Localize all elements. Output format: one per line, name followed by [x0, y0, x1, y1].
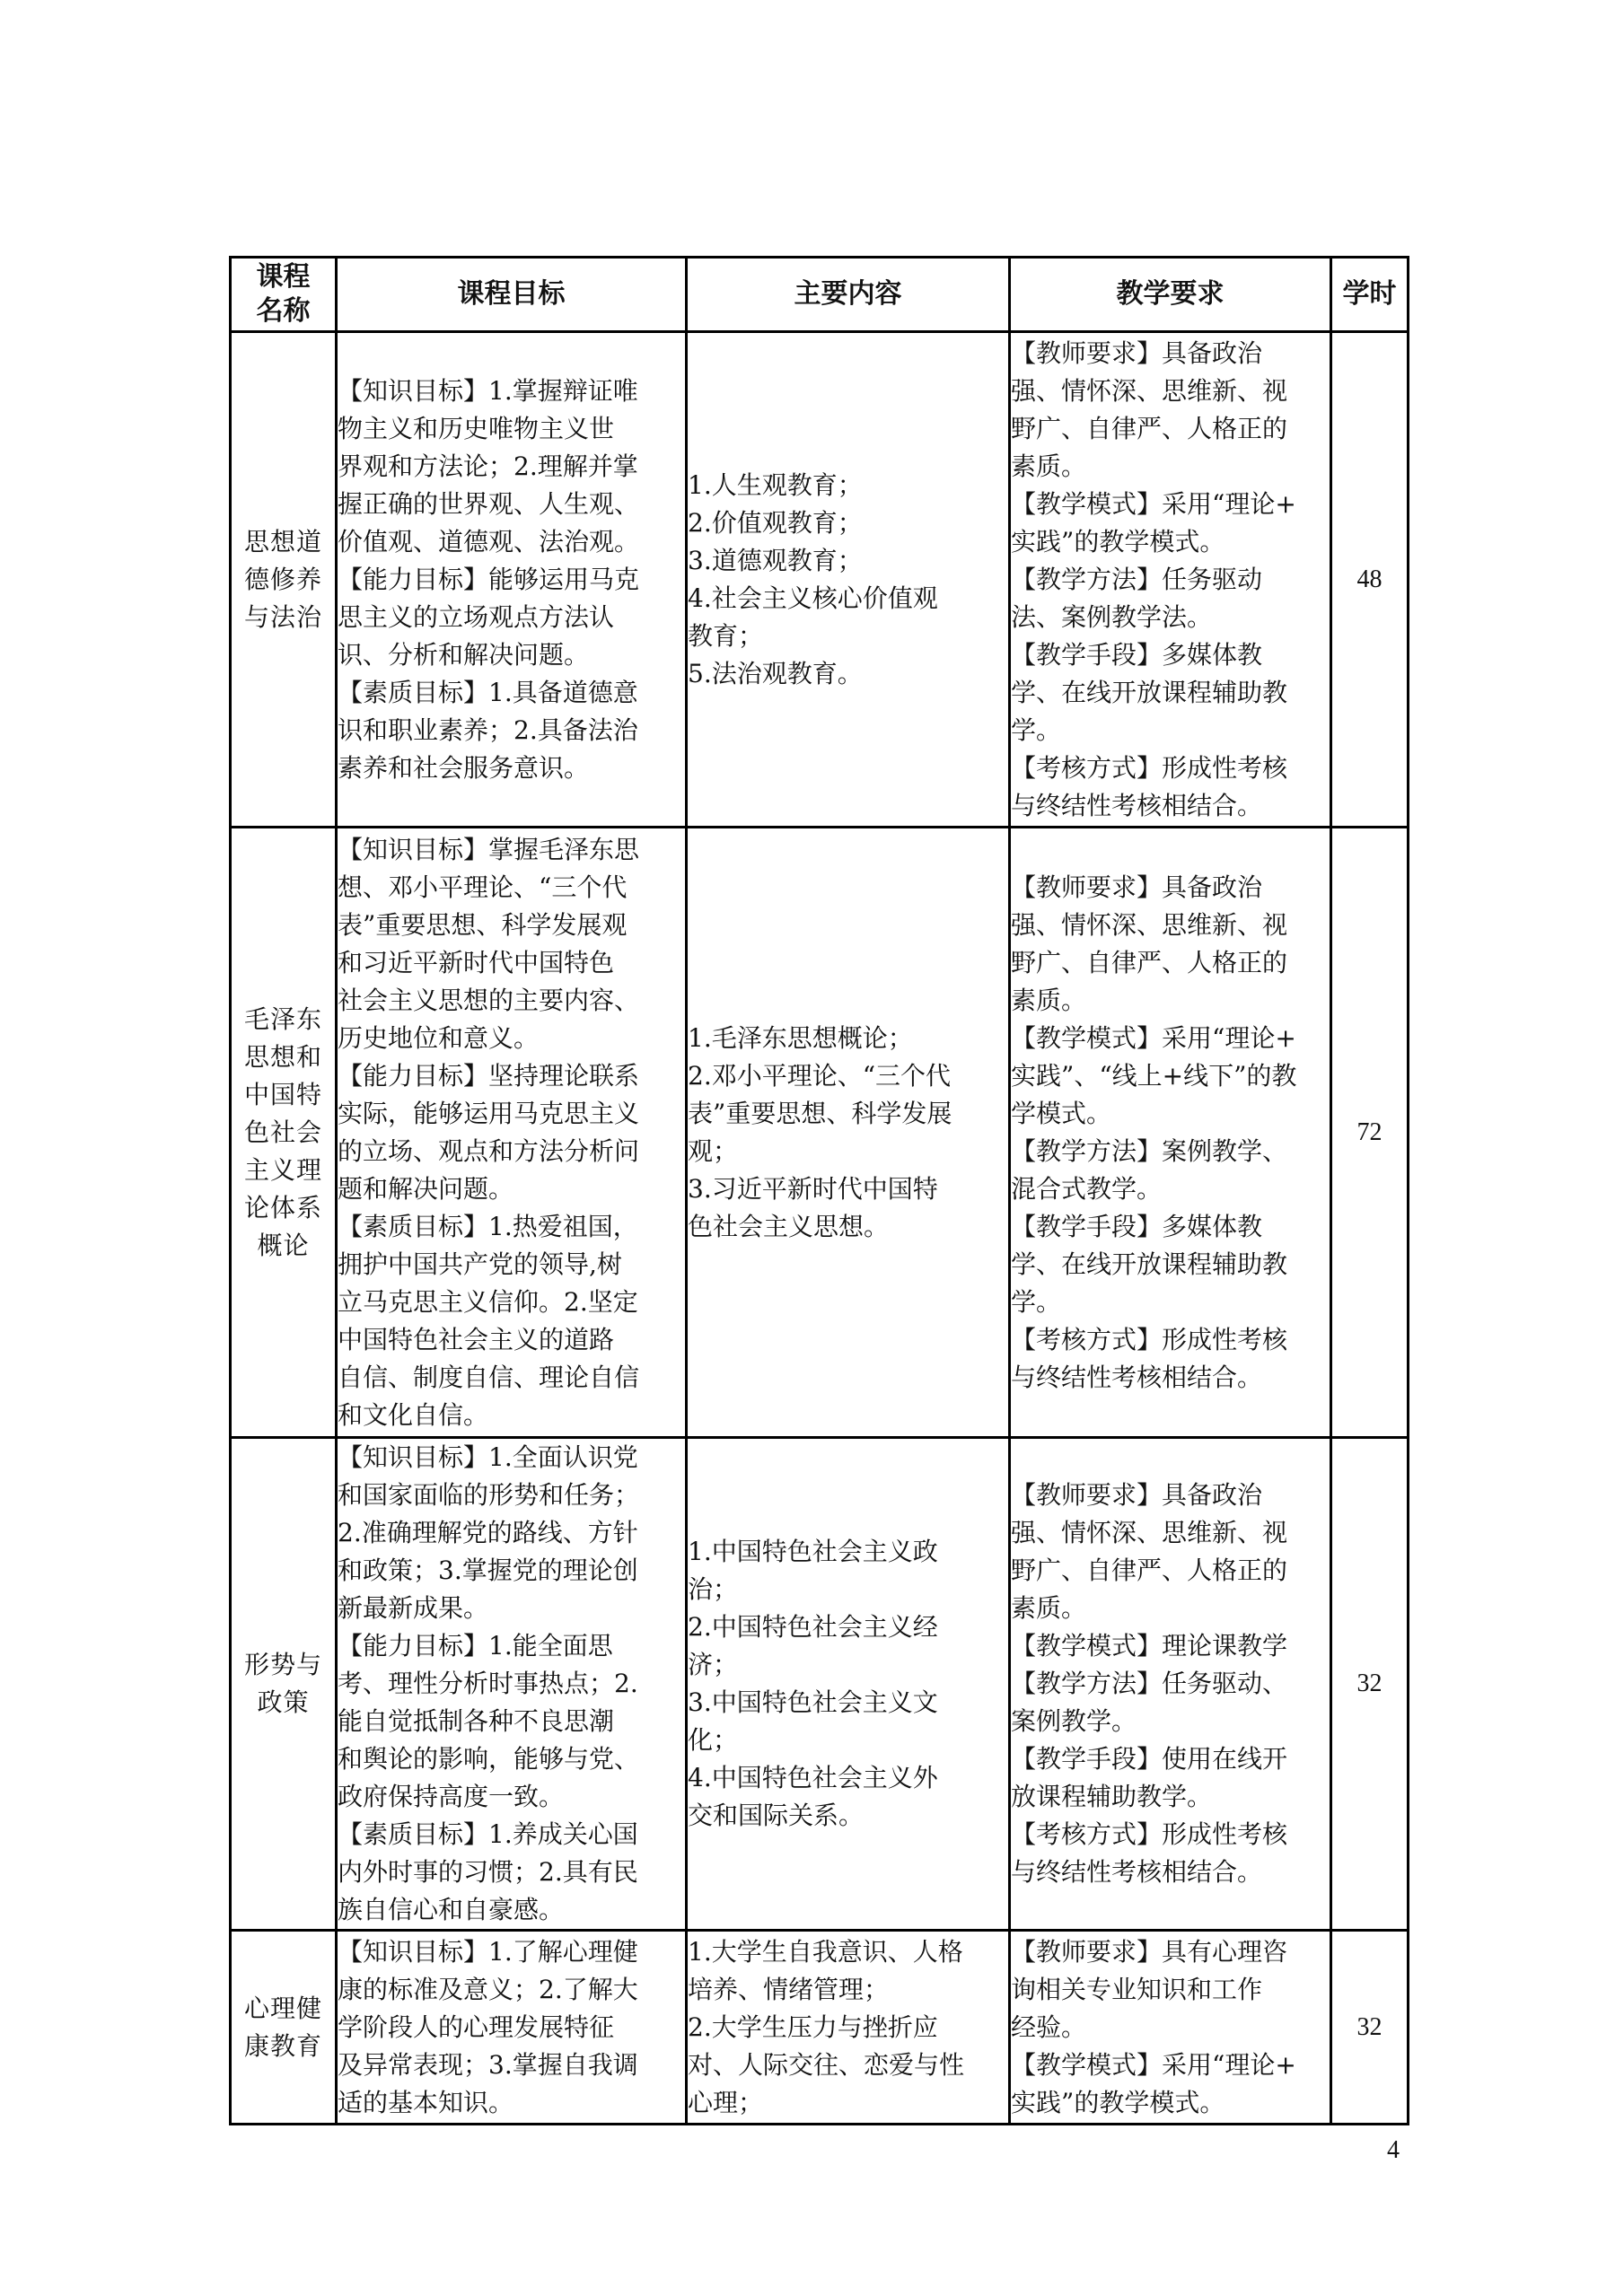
hours-cell: 32	[1331, 1931, 1409, 2125]
main-content-line: 化；	[688, 1725, 739, 1755]
course-goal-line: 【知识目标】1.掌握辩证唯	[338, 375, 638, 406]
teaching-requirement-line: 【考核方式】形成性考核	[1011, 1819, 1288, 1849]
course-goal-line: 识、分析和解决问题。	[338, 639, 590, 670]
course-goal-line: 及异常表现；3.掌握自我调	[338, 2049, 638, 2080]
course-goal-line: 物主义和历史唯物主义世	[338, 413, 615, 443]
teaching-requirement-line: 【教学模式】采用“理论+	[1011, 1022, 1296, 1053]
teaching-requirement-line: 素质。	[1011, 451, 1087, 481]
course-goal-line: 想、邓小平理论、“三个代	[338, 872, 628, 902]
main-content-line: 4.中国特色社会主义外	[688, 1763, 938, 1792]
table-header-row	[231, 258, 1409, 332]
main-content-line: 教育；	[688, 620, 764, 651]
teaching-requirement-line: 混合式教学。	[1011, 1173, 1163, 1204]
course-goal-line: 内外时事的习惯；2.具有民	[338, 1857, 638, 1887]
teaching-requirement-line: 法、案例教学法。	[1011, 601, 1213, 632]
course-goal-line: 价值观、道德观、法治观。	[338, 526, 640, 556]
teaching-requirement-line: 野广、自律严、人格正的	[1011, 947, 1288, 977]
course-goal-line: 【素质目标】1.热爱祖国，	[338, 1211, 638, 1241]
teaching-requirement-line: 案例教学。	[1011, 1706, 1137, 1736]
teaching-requirement-line: 实践”、“线上+线下”的教	[1011, 1060, 1297, 1091]
course-name-line: 形势与	[243, 1650, 322, 1679]
course-goal-cell	[337, 1438, 687, 1931]
course-goal-line: 识和职业素养；2.具备法治	[338, 714, 638, 745]
course-goal-line: 【素质目标】1.具备道德意	[338, 677, 638, 707]
course-goal-line: 【素质目标】1.养成关心国	[338, 1819, 638, 1849]
main-content-line: 2.邓小平理论、“三个代	[688, 1060, 952, 1091]
teaching-requirement-line: 强、情怀深、思维新、视	[1011, 375, 1288, 406]
hours-cell: 72	[1331, 828, 1409, 1438]
main-content-cell	[687, 828, 1010, 1438]
course-goal-line: 【能力目标】坚持理论联系	[338, 1060, 640, 1091]
teaching-requirement-line: 【教学手段】多媒体教	[1011, 639, 1263, 670]
header-teaching-requirement: 教学要求	[1010, 258, 1331, 332]
teaching-requirement-line: 【教学方法】案例教学、	[1011, 1135, 1288, 1166]
main-content-line: 5.法治观教育。	[688, 658, 863, 688]
main-content-cell	[687, 1931, 1010, 2125]
table-row	[231, 332, 1409, 828]
main-content-line: 表”重要思想、科学发展	[688, 1098, 952, 1128]
course-goal-line: 和政策；3.掌握党的理论创	[338, 1555, 638, 1585]
teaching-requirement-line: 强、情怀深、思维新、视	[1011, 1518, 1288, 1547]
course-goal-line: 历史地位和意义。	[338, 1022, 540, 1053]
teaching-requirement-line: 与终结性考核相结合。	[1011, 1362, 1263, 1392]
course-goal-line: 【能力目标】能够运用马克	[338, 564, 640, 594]
course-name-line: 思想道	[243, 526, 322, 556]
course-name-line: 毛泽东	[243, 1003, 322, 1034]
main-content-line: 培养、情绪管理；	[688, 1974, 890, 2004]
course-goal-line: 握正确的世界观、人生观、	[338, 488, 640, 519]
course-goal-line: 和文化自信。	[338, 1399, 489, 1430]
teaching-requirement-line: 【教学模式】采用“理论+	[1011, 2049, 1296, 2080]
header-course-name-line: 课程	[256, 261, 311, 293]
teaching-requirement-line: 与终结性考核相结合。	[1011, 1857, 1263, 1887]
teaching-requirement-line: 野广、自律严、人格正的	[1011, 413, 1288, 443]
main-content-line: 3.中国特色社会主义文	[688, 1687, 938, 1717]
course-name-line: 与法治	[243, 601, 322, 632]
main-content-line: 1.毛泽东思想概论；	[688, 1022, 913, 1053]
table-body	[231, 332, 1409, 2125]
header-hours: 学时	[1331, 258, 1409, 332]
course-goal-line: 康的标准及意义；2.了解大	[338, 1974, 638, 2004]
course-name-line: 思想和	[243, 1041, 322, 1072]
course-goal-line: 学阶段人的心理发展特征	[338, 2011, 615, 2042]
course-goal-line: 【知识目标】1.全面认识党	[338, 1442, 638, 1472]
course-goal-line: 实际，能够运用马克思主义	[338, 1098, 640, 1128]
hours-cell: 32	[1331, 1438, 1409, 1931]
main-content-line: 1.大学生自我意识、人格	[688, 1936, 963, 1967]
teaching-requirement-line: 【教学模式】理论课教学	[1011, 1631, 1288, 1661]
teaching-requirement-line: 【教学方法】任务驱动	[1011, 564, 1263, 594]
course-goal-line: 适的基本知识。	[338, 2087, 514, 2117]
main-content-line: 4.社会主义核心价值观	[688, 583, 938, 613]
table-row	[231, 1438, 1409, 1931]
main-content-line: 1.人生观教育；	[688, 469, 863, 500]
course-goal-line: 社会主义思想的主要内容、	[338, 985, 640, 1015]
teaching-requirement-line: 素质。	[1011, 985, 1087, 1015]
course-goal-line: 的立场、观点和方法分析问	[338, 1135, 640, 1166]
main-content-cell	[687, 1438, 1010, 1931]
main-content-line: 对、人际交往、恋爱与性	[688, 2049, 965, 2080]
course-name-line: 康教育	[243, 2030, 322, 2061]
course-goal-cell	[337, 828, 687, 1438]
teaching-requirement-cell	[1010, 828, 1331, 1438]
teaching-requirement-line: 学。	[1011, 1286, 1062, 1317]
teaching-requirement-line: 实践”的教学模式。	[1011, 526, 1225, 556]
course-goal-line: 能自觉抵制各种不良思潮	[338, 1706, 615, 1736]
teaching-requirement-line: 学、在线开放课程辅助教	[1011, 677, 1288, 707]
hours-cell: 48	[1331, 332, 1409, 828]
course-name-line: 政策	[257, 1687, 310, 1717]
header-course-name-line: 名称	[256, 295, 311, 327]
teaching-requirement-line: 【教学模式】采用“理论+	[1011, 488, 1296, 519]
teaching-requirement-line: 【教师要求】具备政治	[1011, 872, 1263, 902]
course-name-cell	[231, 332, 337, 828]
course-goal-line: 素养和社会服务意识。	[338, 752, 590, 783]
course-name-line: 主义理	[243, 1154, 322, 1185]
teaching-requirement-line: 学。	[1011, 714, 1062, 745]
teaching-requirement-line: 野广、自律严、人格正的	[1011, 1555, 1288, 1585]
main-content-line: 2.中国特色社会主义经	[688, 1612, 938, 1642]
teaching-requirement-line: 经验。	[1011, 2011, 1087, 2042]
main-content-line: 2.大学生压力与挫折应	[688, 2011, 938, 2042]
course-name-cell	[231, 1438, 337, 1931]
main-content-line: 3.道德观教育；	[688, 545, 863, 575]
teaching-requirement-line: 【教师要求】具备政治	[1011, 337, 1263, 368]
teaching-requirement-line: 【教学手段】多媒体教	[1011, 1211, 1263, 1241]
course-goal-line: 题和解决问题。	[338, 1173, 514, 1204]
course-goal-line: 表”重要思想、科学发展观	[338, 909, 628, 940]
teaching-requirement-line: 【考核方式】形成性考核	[1011, 1324, 1288, 1354]
course-name-line: 德修养	[243, 564, 322, 594]
course-goal-line: 思主义的立场观点方法认	[338, 601, 615, 632]
main-content-line: 3.习近平新时代中国特	[688, 1173, 938, 1204]
course-name-cell	[231, 1931, 337, 2125]
teaching-requirement-cell	[1010, 332, 1331, 828]
course-goal-line: 政府保持高度一致。	[338, 1782, 565, 1811]
course-goal-line: 拥护中国共产党的领导,树	[338, 1249, 622, 1279]
course-goal-line: 【知识目标】1.了解心理健	[338, 1936, 638, 1967]
course-name-line: 论体系	[243, 1192, 322, 1222]
header-course-goal: 课程目标	[337, 258, 687, 332]
teaching-requirement-line: 与终结性考核相结合。	[1011, 790, 1263, 820]
teaching-requirement-line: 实践”的教学模式。	[1011, 2087, 1225, 2117]
main-content-line: 济；	[688, 1650, 739, 1679]
course-goal-line: 中国特色社会主义的道路	[338, 1324, 615, 1354]
teaching-requirement-line: 询相关专业知识和工作	[1011, 1974, 1263, 2004]
main-content-line: 观；	[688, 1135, 739, 1166]
course-goal-cell	[337, 1931, 687, 2125]
course-goal-line: 族自信心和自豪感。	[338, 1895, 565, 1924]
course-name-line: 概论	[257, 1230, 310, 1260]
course-goal-line: 考、理性分析时事热点；2.	[338, 1669, 638, 1698]
main-content-line: 心理；	[688, 2087, 764, 2117]
curriculum-table	[229, 256, 1409, 2125]
main-content-line: 1.中国特色社会主义政	[688, 1537, 938, 1566]
course-goal-line: 和习近平新时代中国特色	[338, 947, 615, 977]
course-goal-line: 2.准确理解党的路线、方针	[338, 1518, 638, 1547]
course-goal-line: 自信、制度自信、理论自信	[338, 1362, 640, 1392]
main-content-line: 色社会主义思想。	[688, 1211, 890, 1241]
header-course-name	[231, 258, 337, 332]
page-number: 4	[1387, 2136, 1400, 2164]
table-row	[231, 1931, 1409, 2125]
main-content-line: 交和国际关系。	[688, 1801, 865, 1830]
teaching-requirement-line: 放课程辅助教学。	[1011, 1782, 1213, 1811]
course-goal-line: 和国家面临的形势和任务；	[338, 1480, 640, 1510]
course-name-cell	[231, 828, 337, 1438]
course-goal-line: 【知识目标】掌握毛泽东思	[338, 834, 640, 864]
course-goal-line: 立马克思主义信仰。2.坚定	[338, 1286, 638, 1317]
teaching-requirement-line: 强、情怀深、思维新、视	[1011, 909, 1288, 940]
header-main-content: 主要内容	[687, 258, 1010, 332]
teaching-requirement-line: 学、在线开放课程辅助教	[1011, 1249, 1288, 1279]
teaching-requirement-line: 素质。	[1011, 1593, 1087, 1623]
teaching-requirement-line: 【教学方法】任务驱动、	[1011, 1669, 1288, 1698]
table-row	[231, 828, 1409, 1438]
course-goal-line: 【能力目标】1.能全面思	[338, 1631, 613, 1661]
course-name-line: 心理健	[243, 1993, 322, 2023]
teaching-requirement-line: 学模式。	[1011, 1098, 1112, 1128]
course-goal-cell	[337, 332, 687, 828]
teaching-requirement-line: 【考核方式】形成性考核	[1011, 752, 1288, 783]
teaching-requirement-cell	[1010, 1438, 1331, 1931]
course-goal-line: 界观和方法论；2.理解并掌	[338, 451, 638, 481]
main-content-line: 治；	[688, 1574, 739, 1604]
teaching-requirement-line: 【教师要求】具备政治	[1011, 1480, 1263, 1510]
course-name-line: 中国特	[243, 1079, 322, 1109]
course-goal-line: 和舆论的影响，能够与党、	[338, 1744, 640, 1774]
teaching-requirement-line: 【教学手段】使用在线开	[1011, 1744, 1288, 1774]
course-name-line: 色社会	[243, 1117, 322, 1147]
main-content-cell	[687, 332, 1010, 828]
teaching-requirement-line: 【教师要求】具有心理咨	[1011, 1936, 1288, 1967]
teaching-requirement-cell	[1010, 1931, 1331, 2125]
main-content-line: 2.价值观教育；	[688, 507, 863, 538]
course-goal-line: 新最新成果。	[338, 1593, 489, 1623]
